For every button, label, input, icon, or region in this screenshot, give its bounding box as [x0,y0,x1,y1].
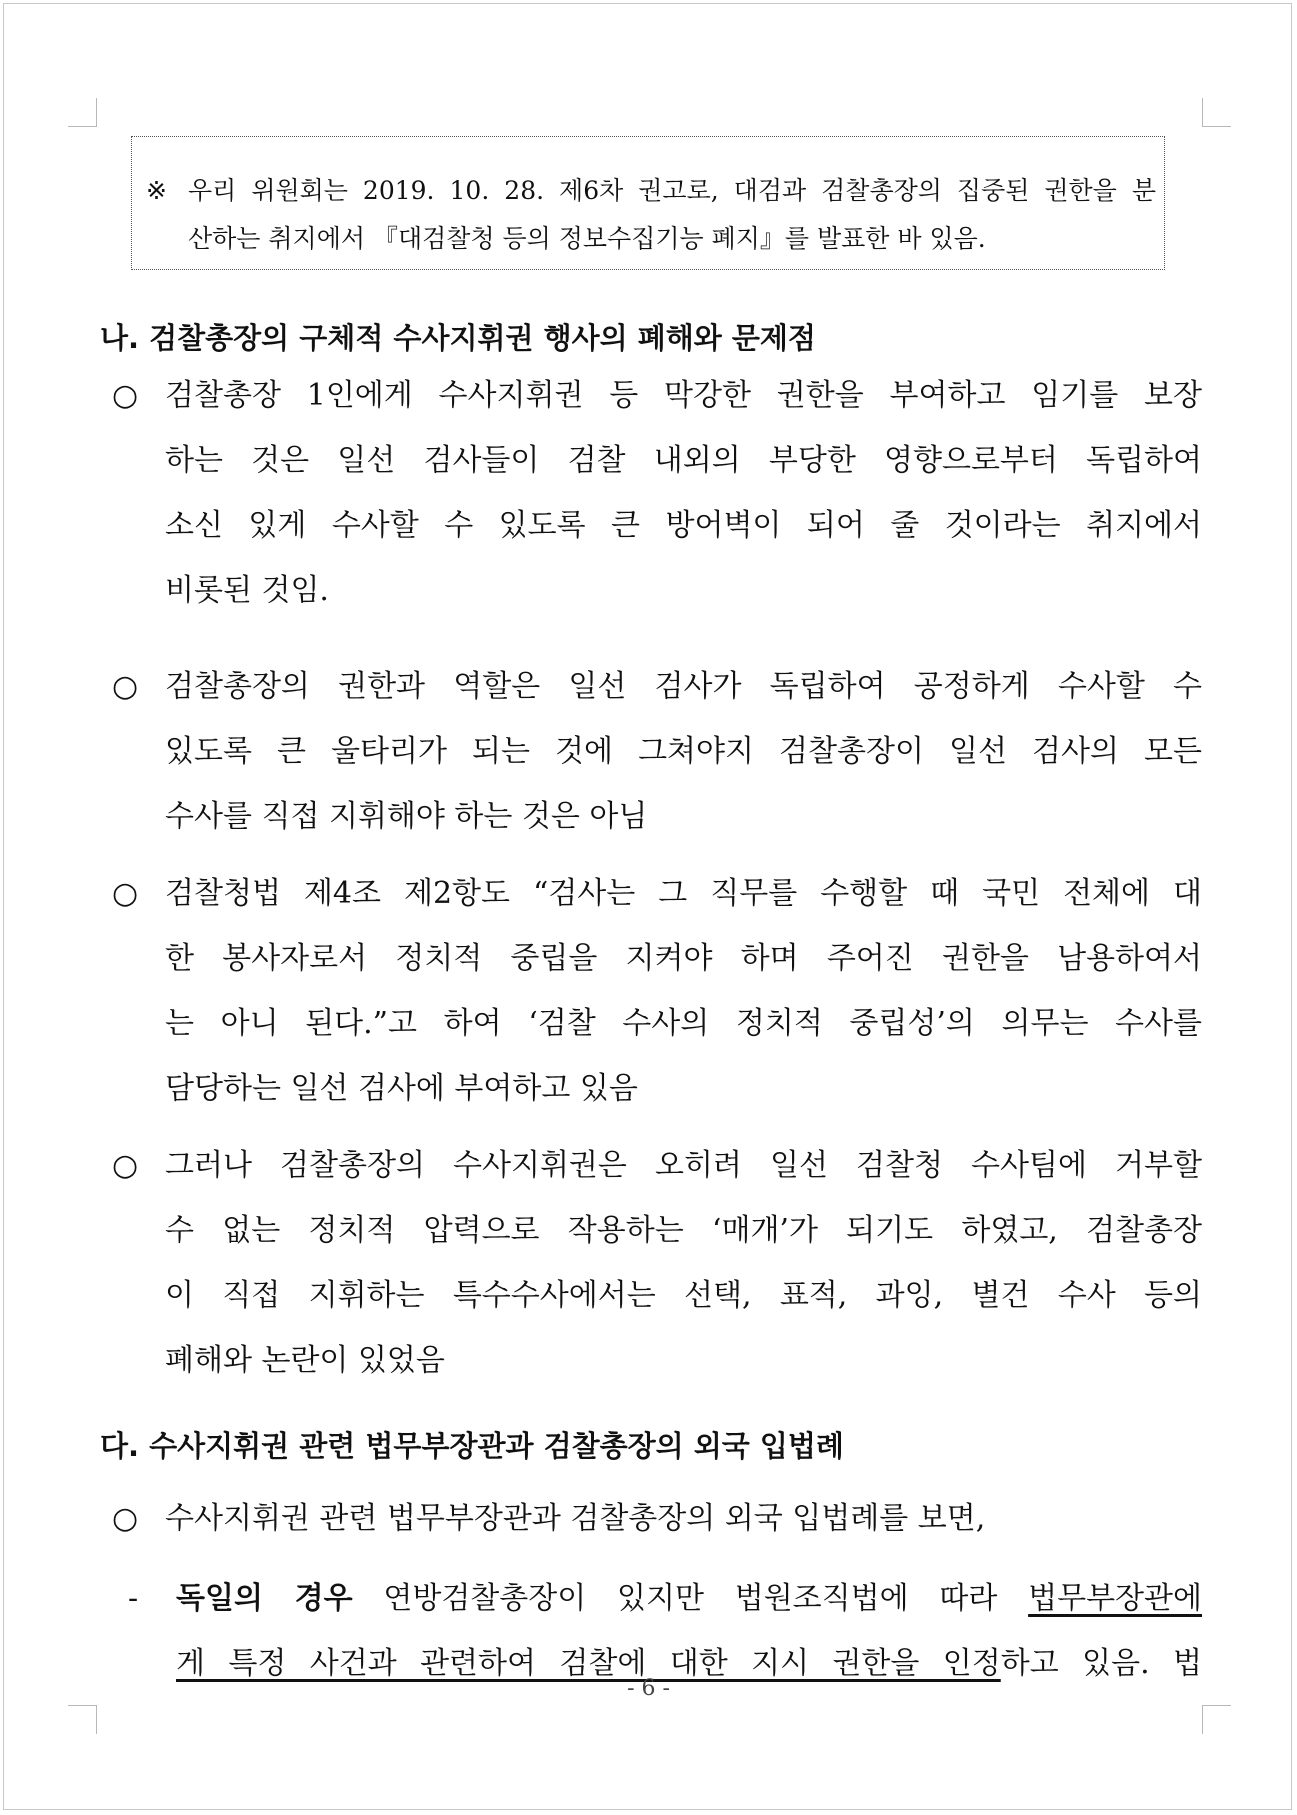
circle-bullet-icon: ○ [112,876,139,911]
crop-mark-top-left [68,98,97,127]
germany-text-2: 하고 있음. 법 [1000,1646,1202,1681]
paragraph-line: 하는 것은 일선 검사들이 검찰 내외의 부당한 영향으로부터 독립하여 [165,443,1202,478]
paragraph-line: 담당하는 일선 검사에 부여하고 있음 [165,1071,638,1106]
crop-mark-bottom-right [1202,1705,1231,1734]
paragraph-line: 그러나 검찰총장의 수사지휘권은 오히려 일선 검찰청 수사팀에 거부할 [165,1148,1202,1183]
notice-box [131,136,1165,270]
circle-bullet-icon: ○ [112,1148,139,1183]
paragraph-line: 소신 있게 수사할 수 있도록 큰 방어벽이 되어 줄 것이라는 취지에서 [165,508,1202,543]
paragraph-line: 는 아니 된다.”고 하여 ‘검찰 수사의 정치적 중립성’의 의무는 수사를 [165,1006,1202,1041]
paragraph-line: 한 봉사자로서 정치적 중립을 지켜야 하며 주어진 권한을 남용하여서 [165,941,1202,976]
paragraph-line: 이 직접 지휘하는 특수수사에서는 선택, 표적, 과잉, 별건 수사 등의 [165,1278,1202,1313]
paragraph-line: 수사를 직접 지휘해야 하는 것은 아님 [165,799,648,834]
germany-underlined-2: 게 특정 사건과 관련하여 검찰에 대한 지시 권한을 인정 [176,1646,1001,1681]
paragraph-line: 폐해와 논란이 있었음 [165,1343,445,1378]
circle-bullet-icon: ○ [112,669,139,704]
paragraph-4 [112,1133,1202,1393]
paragraph-line: 검찰총장 1인에게 수사지휘권 등 막강한 권한을 부여하고 임기를 보장 [165,378,1202,413]
section-heading-na: 나. 검찰총장의 구체적 수사지휘권 행사의 폐해와 문제점 [100,321,816,355]
paragraph-line: 수 없는 정치적 압력으로 작용하는 ‘매개’가 되기도 하였고, 검찰총장 [165,1213,1202,1248]
paragraph-3 [112,861,1202,1121]
paragraph-line: 검찰총장의 권한과 역할은 일선 검사가 독립하여 공정하게 수사할 수 [165,669,1202,704]
germany-text-1: 연방검찰총장이 있지만 법원조직법에 따라 [352,1581,1029,1616]
paragraph-1 [112,363,1202,623]
crop-mark-top-right [1202,98,1231,127]
dash-bullet: - [128,1581,139,1616]
paragraph-line: 비롯된 것임. [165,573,329,608]
section-heading-da: 다. 수사지휘권 관련 법무부장관과 검찰총장의 외국 입법례 [100,1429,844,1463]
notice-line-2: 산하는 취지에서 『대검찰청 등의 정보수집기능 폐지』를 발표한 바 있음. [188,224,986,253]
germany-underlined-1: 법무부장관에 [1028,1581,1202,1616]
germany-line-1 [176,1566,1202,1631]
paragraph-line: 수사지휘권 관련 법무부장관과 검찰총장의 외국 입법례를 보면, [165,1501,986,1536]
crop-mark-bottom-left [68,1705,97,1734]
reference-mark-icon: ※ [146,176,167,205]
paragraph-line: 검찰청법 제4조 제2항도 “검사는 그 직무를 수행할 때 국민 전체에 대 [165,876,1202,911]
page-number: - 6 - [627,1676,670,1701]
circle-bullet-icon: ○ [112,1501,139,1536]
circle-bullet-icon: ○ [112,378,139,413]
paragraph-2 [112,654,1202,849]
paragraph-line: 있도록 큰 울타리가 되는 것에 그쳐야지 검찰총장이 일선 검사의 모든 [165,734,1202,769]
notice-line-1: 우리 위원회는 2019. 10. 28. 제6차 권고로, 대검과 검찰총장의 집중된 권한을 분 [188,176,1156,205]
germany-label: 독일의 경우 [176,1581,353,1616]
paragraph-5 [112,1486,1202,1551]
